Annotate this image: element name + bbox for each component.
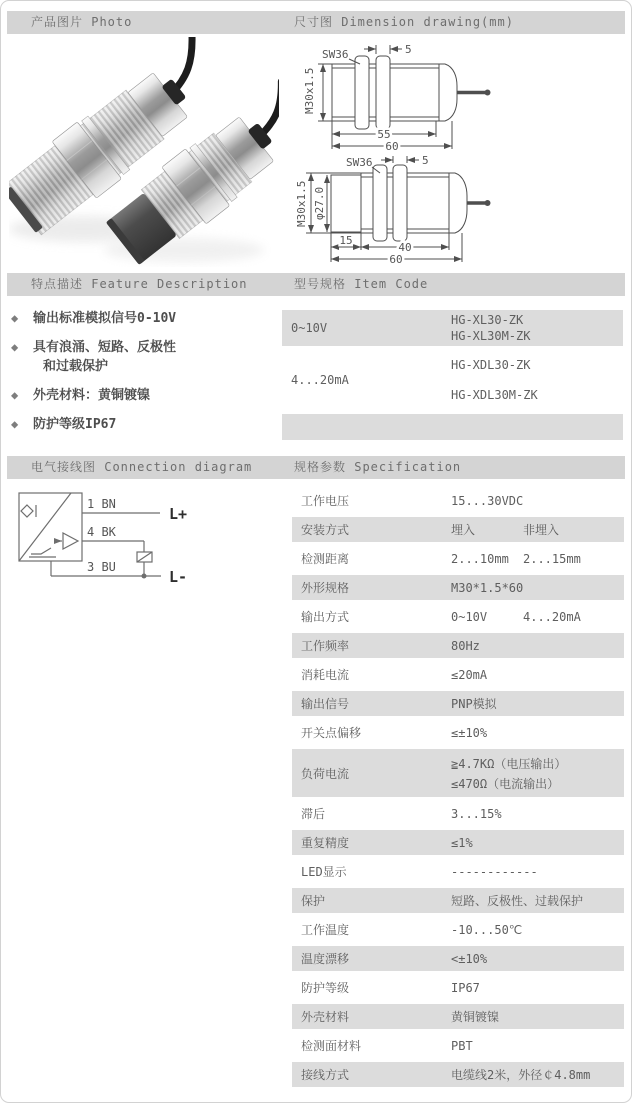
- spec-value2-text: 2...15mm: [523, 551, 581, 566]
- spec-value: [451, 1008, 624, 1025]
- nut-width-label: 5: [405, 43, 412, 56]
- dimension-drawing-flush: [294, 41, 624, 153]
- spec-value-text: <±10%: [451, 951, 488, 966]
- spec-value-text: ≤±10%: [451, 725, 488, 740]
- spec-value: [451, 610, 624, 624]
- spec-value-text: ≤1%: [451, 835, 473, 850]
- spec-row: [292, 691, 624, 716]
- spec-label: 保护: [301, 894, 326, 908]
- hex-nut: [373, 165, 387, 241]
- spec-row: [292, 488, 624, 513]
- section-title-connection: 电气接线图 Connection diagram: [31, 460, 253, 474]
- spec-value: [451, 807, 624, 821]
- spec-row: [292, 1033, 624, 1058]
- spec-label: 输出信号: [301, 697, 350, 711]
- feature-item: [11, 415, 283, 434]
- item-code-row: [282, 348, 623, 412]
- spec-row: [292, 859, 624, 884]
- spec-value: [451, 695, 624, 712]
- hex-nut: [376, 56, 390, 129]
- thread-length-label: 55: [377, 128, 391, 141]
- spec-label: 输出方式: [301, 610, 350, 624]
- spec-value: [451, 952, 624, 966]
- spec-label: 消耗电流: [301, 668, 350, 682]
- section-bar-bottom: [7, 456, 625, 479]
- item-code-row: [282, 310, 623, 346]
- spec-label: 检测距离: [301, 552, 350, 566]
- spec-label: 工作电压: [301, 494, 350, 508]
- spec-label: 负荷电流: [301, 766, 350, 781]
- spec-label: LED显示: [301, 865, 347, 879]
- thread-spec-label: M30x1.5: [295, 180, 308, 227]
- spec-label: 温度漂移: [301, 952, 350, 966]
- spec-row: [292, 917, 624, 942]
- spec-value2-text: 非埋入: [523, 523, 560, 537]
- feature-item: [11, 309, 283, 328]
- dimension-drawing-nonflush: [294, 153, 624, 266]
- spec-value: [451, 923, 624, 937]
- section-bar-middle: [7, 273, 625, 296]
- spec-row: [292, 546, 624, 571]
- product-photo: [9, 37, 279, 267]
- output-type-cell: 4...20mA: [291, 373, 349, 387]
- spec-value-text: 电缆线2米，外径￠4.8mm: [451, 1068, 591, 1082]
- thread-length-label: 40: [398, 241, 412, 254]
- spec-label: 安装方式: [301, 523, 350, 537]
- feature-text: 外壳材料：黄铜镀镍: [33, 388, 151, 403]
- model-code: HG-XDL30M-ZK: [451, 388, 538, 402]
- wire1-label: 1 BN: [87, 497, 116, 511]
- spec-value-text: IP67: [451, 980, 480, 995]
- diamond-bullet-icon: ◆: [11, 417, 19, 431]
- section-title-specification: 规格参数 Specification: [294, 460, 462, 474]
- spec-row: [292, 517, 624, 542]
- spec-value-text: PNP模拟: [451, 697, 497, 711]
- specification-table: [292, 488, 624, 1091]
- hex-nut: [355, 56, 369, 129]
- spec-value-text: PBT: [451, 1038, 473, 1053]
- spec-row: [292, 720, 624, 745]
- feature-text-line1: 具有浪涌、短路、反极性: [33, 340, 177, 355]
- total-length-label: 60: [389, 253, 403, 266]
- spec-row: [292, 633, 624, 658]
- total-length-label: 60: [385, 140, 399, 153]
- spec-value-text: 短路、反极性、过载保护: [451, 894, 584, 908]
- spec-value-text: M30*1.5*60: [451, 580, 524, 595]
- spec-value: [451, 892, 624, 909]
- spec-label: 外壳材料: [301, 1010, 350, 1024]
- spec-value: [451, 1066, 624, 1083]
- section-title-photo: 产品图片 Photo: [31, 15, 133, 29]
- feature-item: [11, 338, 283, 376]
- spec-value: [451, 668, 624, 682]
- spec-row: [292, 1062, 624, 1087]
- sensing-head: [331, 175, 361, 232]
- section-bar-top: [7, 11, 625, 34]
- spec-value: [451, 981, 624, 995]
- feature-item: [11, 386, 283, 405]
- diamond-bullet-icon: ◆: [11, 388, 19, 402]
- spec-value-text: -10...50℃: [451, 922, 523, 937]
- spec-value: [451, 581, 624, 595]
- section-title-features: 特点描述 Feature Description: [31, 277, 248, 291]
- spec-value-text: 15...30VDC: [451, 493, 524, 508]
- spec-value: [451, 865, 624, 879]
- diamond-bullet-icon: ◆: [11, 340, 19, 354]
- terminal-positive-label: L+: [169, 505, 188, 523]
- feature-list: [11, 309, 283, 444]
- spec-row: [292, 975, 624, 1000]
- spec-label: 防护等级: [301, 981, 350, 995]
- spec-row: [292, 830, 624, 855]
- spec-value-text: 黄铜镀镍: [451, 1010, 500, 1024]
- spec-value: [451, 552, 624, 566]
- spec-value-text: ≧4.7KΩ（电压输出）: [451, 756, 567, 771]
- feature-text: 输出标准模拟信号0-10V: [33, 311, 177, 326]
- item-code-table: [282, 310, 623, 442]
- spec-value-text: ------------: [451, 864, 538, 879]
- spec-label: 检测面材料: [301, 1039, 362, 1053]
- model-codes-cell: [451, 310, 530, 346]
- spec-label: 开关点偏移: [301, 726, 362, 740]
- nut-width-label: 5: [422, 154, 429, 167]
- spec-value-text: 3...15%: [451, 806, 502, 821]
- spec-label: 重复精度: [301, 836, 350, 850]
- hex-nut: [393, 165, 407, 241]
- wrench-size-label: SW36: [346, 156, 373, 169]
- spec-row: [292, 888, 624, 913]
- amplifier-symbol-icon: [54, 533, 78, 549]
- wire2-label: 4 BK: [87, 525, 116, 539]
- spec-value: [451, 1039, 624, 1053]
- spec-value2-text: ≤470Ω（电流输出）: [451, 776, 560, 791]
- spec-value-text: 0~10V: [451, 609, 488, 624]
- spec-row: [292, 946, 624, 971]
- spec-value: [451, 521, 624, 538]
- spec-row: [292, 662, 624, 687]
- output-type-cell: 0~10V: [291, 321, 328, 335]
- connection-diagram: [11, 486, 261, 621]
- spec-value-text: ≤20mA: [451, 667, 488, 682]
- feature-text: 防护等级IP67: [33, 417, 117, 432]
- spec-value-text: 80Hz: [451, 638, 480, 653]
- spec-value-text: 2...10mm: [451, 551, 509, 566]
- spec-value: [451, 726, 624, 740]
- spec-value: [451, 494, 624, 508]
- wrench-size-label: SW36: [322, 48, 349, 61]
- spec-value2-text: 4...20mA: [523, 609, 581, 624]
- spec-value: [451, 755, 624, 792]
- spec-label: 接线方式: [301, 1068, 350, 1082]
- spec-value-text: 埋入: [451, 523, 476, 537]
- section-title-item-code: 型号规格 Item Code: [294, 277, 429, 291]
- item-code-row-empty: [282, 414, 623, 440]
- spec-row: [292, 1004, 624, 1029]
- feature-text-line2: 和过载保护: [43, 359, 109, 374]
- inductive-sensor-symbol-icon: [21, 505, 36, 517]
- model-code: HG-XL30-ZK: [451, 313, 524, 327]
- model-codes-cell: [451, 348, 538, 412]
- analog-ramp-symbol-icon: [29, 548, 56, 557]
- wire-junction-dot: [142, 574, 147, 579]
- spec-row: [292, 801, 624, 826]
- sensor-body-box: [19, 493, 82, 561]
- diamond-bullet-icon: ◆: [11, 311, 19, 325]
- wire3-label: 3 BU: [87, 560, 116, 574]
- head-diameter-label: φ27.0: [313, 186, 326, 220]
- spec-label: 工作频率: [301, 639, 350, 653]
- feature-text: [33, 338, 176, 376]
- thread-spec-label: M30x1.5: [303, 67, 316, 114]
- section-title-dimension: 尺寸图 Dimension drawing(mm): [294, 15, 514, 29]
- spec-row: [292, 604, 624, 629]
- model-code: HG-XDL30-ZK: [451, 358, 531, 372]
- spec-row: [292, 575, 624, 600]
- spec-value: [451, 836, 624, 850]
- terminal-negative-label: L-: [169, 568, 188, 586]
- spec-value: [451, 639, 624, 653]
- spec-label: 工作温度: [301, 923, 350, 937]
- spec-label: 滞后: [301, 807, 326, 821]
- spec-label: 外形规格: [301, 581, 350, 595]
- head-length-label: 15: [339, 234, 353, 247]
- load-resistor-icon: [137, 552, 152, 562]
- spec-row: [292, 749, 624, 797]
- model-code: HG-XL30M-ZK: [451, 329, 531, 343]
